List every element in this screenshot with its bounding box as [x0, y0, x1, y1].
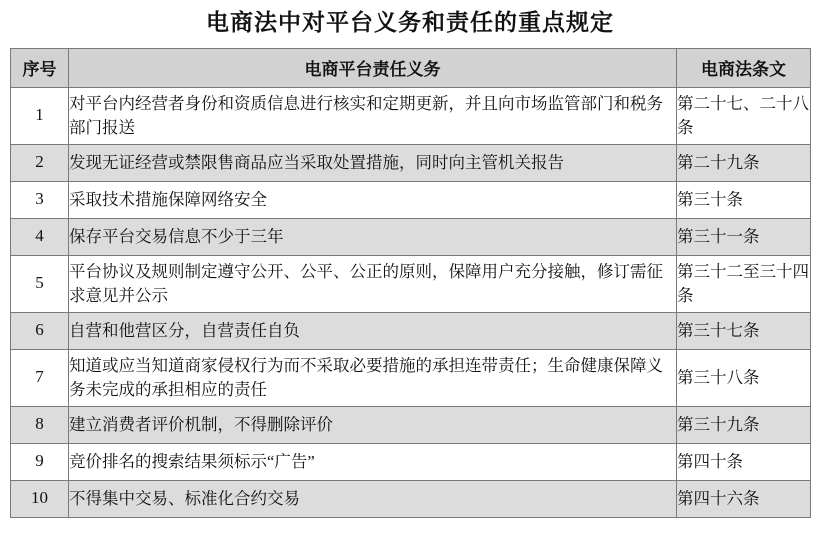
table-row: [11, 406, 811, 443]
row-number: 7: [11, 349, 69, 406]
table-header-row: [11, 48, 811, 87]
row-number: 3: [11, 181, 69, 218]
row-law: 第三十九条: [677, 406, 811, 443]
row-duty: 不得集中交易、标准化合约交易: [69, 480, 677, 517]
page-title: 电商法中对平台义务和责任的重点规定: [206, 10, 614, 35]
column-header-no: 序号: [11, 48, 69, 87]
table-row: [11, 349, 811, 406]
table-row: [11, 480, 811, 517]
table-row: [11, 218, 811, 255]
row-number: 10: [11, 480, 69, 517]
row-law: 第三十八条: [677, 349, 811, 406]
table-row: [11, 443, 811, 480]
row-duty: 保存平台交易信息不少于三年: [69, 218, 677, 255]
row-number: 2: [11, 144, 69, 181]
row-law: 第二十七、二十八条: [677, 87, 811, 144]
table-row: [11, 87, 811, 144]
row-duty: 发现无证经营或禁限售商品应当采取处置措施，同时向主管机关报告: [69, 144, 677, 181]
row-law: 第三十条: [677, 181, 811, 218]
row-law: 第二十九条: [677, 144, 811, 181]
regulations-table: [10, 48, 811, 518]
row-number: 1: [11, 87, 69, 144]
row-number: 9: [11, 443, 69, 480]
row-duty: 平台协议及规则制定遵守公开、公平、公正的原则，保障用户充分接触，修订需征求意见并公示: [69, 255, 677, 312]
column-header-duty: 电商平台责任义务: [69, 48, 677, 87]
row-law: 第三十一条: [677, 218, 811, 255]
table-row: [11, 312, 811, 349]
column-header-law: 电商法条文: [677, 48, 811, 87]
row-law: 第四十六条: [677, 480, 811, 517]
table-header: [11, 48, 811, 87]
row-duty: 自营和他营区分，自营责任自负: [69, 312, 677, 349]
row-law: 第四十条: [677, 443, 811, 480]
row-duty: 建立消费者评价机制，不得删除评价: [69, 406, 677, 443]
row-number: 5: [11, 255, 69, 312]
row-law: 第三十七条: [677, 312, 811, 349]
table-row: [11, 255, 811, 312]
row-duty: 竞价排名的搜索结果须标示“广告”: [69, 443, 677, 480]
row-number: 6: [11, 312, 69, 349]
row-duty: 采取技术措施保障网络安全: [69, 181, 677, 218]
row-law: 第三十二至三十四条: [677, 255, 811, 312]
row-number: 8: [11, 406, 69, 443]
row-number: 4: [11, 218, 69, 255]
table-row: [11, 144, 811, 181]
table-body: [11, 87, 811, 517]
row-duty: 知道或应当知道商家侵权行为而不采取必要措施的承担连带责任；生命健康保障义务未完成的承担相应的责任: [69, 349, 677, 406]
table-row: [11, 181, 811, 218]
row-duty: 对平台内经营者身份和资质信息进行核实和定期更新，并且向市场监管部门和税务部门报送: [69, 87, 677, 144]
